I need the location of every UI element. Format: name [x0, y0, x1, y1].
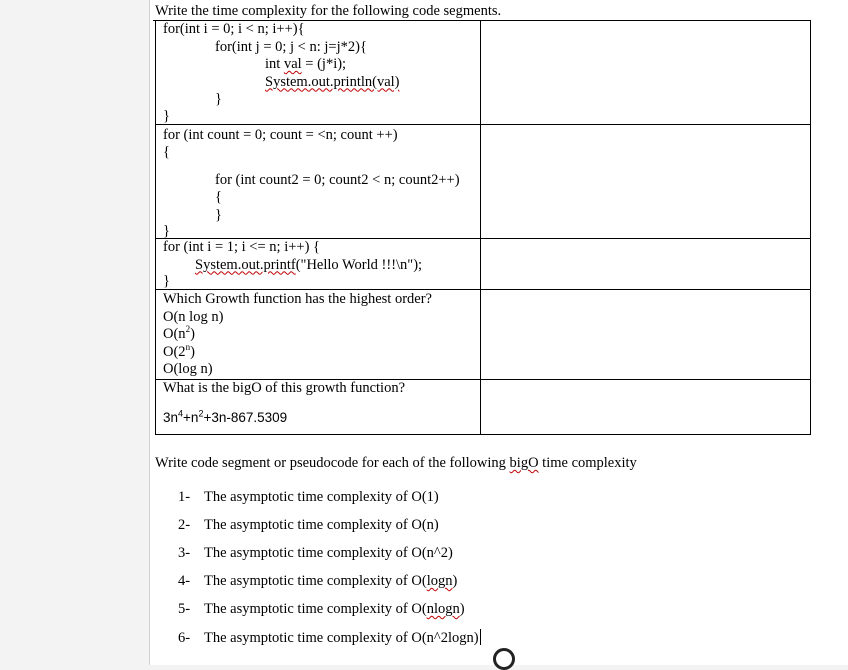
page-title: Write the time complexity for the following code segments. — [155, 3, 502, 19]
answer-cell-1[interactable] — [481, 21, 811, 125]
question-row-3 — [156, 239, 811, 290]
code-line: for(int i = 0; i < n; i++){ — [163, 21, 305, 37]
code-line: } — [215, 91, 222, 107]
code-line: for(int j = 0; j < n: j=j*2){ — [215, 38, 367, 55]
loading-spinner-icon — [493, 648, 515, 670]
question-cell-2[interactable] — [156, 124, 481, 239]
code-line: for (int count2 = 0; count2 < n; count2++) — [215, 171, 460, 188]
growth-expression: $3n^4+n^2+3n-867.5309$ — [163, 408, 288, 425]
option: $O(n^2)$ — [163, 324, 195, 342]
task-list — [178, 489, 481, 657]
answer-cell-2[interactable] — [481, 124, 811, 239]
code-line: System.out.printf("Hello World !!!\n"); — [195, 256, 423, 273]
question-cell-4[interactable] — [156, 290, 481, 380]
list-item[interactable]: 2- The asymptotic time complexity of O(n) — [178, 517, 439, 533]
code-line: } — [215, 206, 222, 223]
question-row-1 — [156, 21, 811, 125]
question-cell-3[interactable] — [156, 239, 481, 290]
code-line: } — [163, 273, 170, 289]
question-row-2 — [156, 124, 811, 239]
list-item[interactable]: 4- The asymptotic time complexity of O(logn) — [178, 573, 458, 589]
code-line: { — [215, 189, 222, 205]
list-item[interactable]: 5- The asymptotic time complexity of O(nlogn) — [178, 601, 465, 617]
list-item[interactable]: 1- The asymptotic time complexity of O(1) — [178, 489, 439, 505]
list-item[interactable]: 3- The asymptotic time complexity of O(n^2) — [178, 545, 453, 561]
option: O(n log n) — [163, 308, 224, 325]
option: O(2$^n$) — [163, 341, 195, 360]
code-line: { — [163, 144, 170, 160]
code-line: for (int i = 1; i <= n; i++) { — [163, 239, 320, 255]
option: O(log n) — [163, 361, 213, 377]
code-line: } — [163, 223, 170, 239]
spacer — [163, 397, 480, 409]
question-text: Which Growth function has the highest order? — [163, 291, 432, 307]
code-line: int val = (j*i); — [265, 56, 347, 72]
questions-table — [155, 20, 811, 435]
answer-cell-3[interactable] — [481, 239, 811, 290]
section-title: Write code segment or pseudocode for each of the following bigO time complexity — [155, 455, 637, 471]
list-item[interactable]: 6- The asymptotic time complexity of O(n^2logn) — [178, 630, 479, 646]
code-line: System.out.println(val) — [265, 73, 400, 90]
question-row-4 — [156, 290, 811, 380]
code-line: } — [163, 107, 170, 124]
question-cell-1[interactable] — [156, 21, 481, 125]
question-text: What is the bigO of this growth function? — [163, 379, 406, 396]
question-cell-5[interactable] — [156, 379, 481, 434]
text-cursor — [480, 629, 481, 645]
code-line: for (int count = 0; count = <n; count ++) — [163, 126, 398, 143]
answer-cell-5[interactable] — [481, 379, 811, 434]
code-line — [163, 162, 480, 172]
answer-cell-4[interactable] — [481, 290, 811, 380]
question-row-5 — [156, 379, 811, 434]
